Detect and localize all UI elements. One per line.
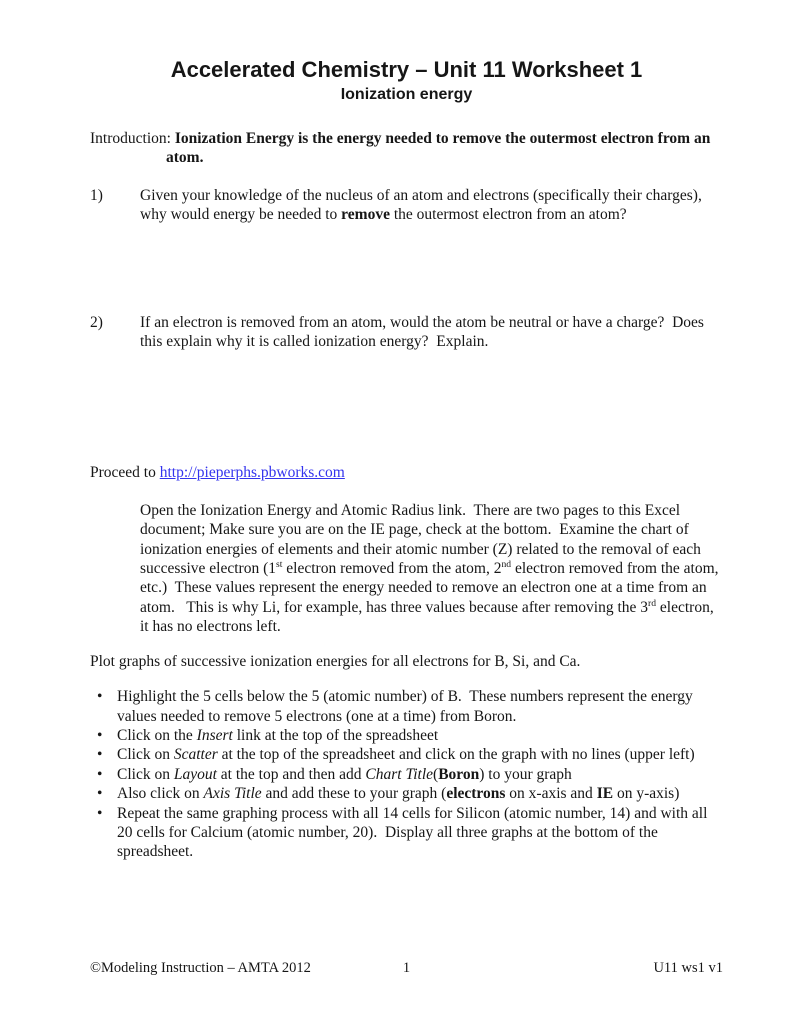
bullet-marker: • <box>97 785 103 803</box>
instructions-paragraph: Open the Ionization Energy and Atomic Radius link. There are two pages to this Excel document; Make sure you are on the IE page, check at the bottom. Examine the chart of ionization energies of elements and their atomic number (Z) related to the removal of each successive electron (1st electron removed from the atom, 2nd electron removed from the atom, etc.) These values represent the energy needed to remove an electron one at a time from an atom. This is why Li, for example, has three values because after removing the 3rd electron, it has no electrons left. <box>140 501 723 636</box>
bullet-item-scatter <box>90 745 723 764</box>
question-1 <box>90 186 723 225</box>
question-2-text: If an electron is removed from an atom, would the atom be neutral or have a charge? Does this explain why it is called ionization energy? Explain. <box>140 313 708 351</box>
bullet-marker: • <box>97 746 103 764</box>
bullet-text: Click on Layout at the top and then add Chart Title(Boron) to your graph <box>117 765 572 783</box>
question-2 <box>90 313 723 352</box>
hyperlink[interactable]: http://pieperphs.pbworks.com <box>159 464 345 482</box>
proceed-line: Proceed to http://pieperphs.pbworks.com <box>90 464 345 482</box>
bullet-text: Highlight the 5 cells below the 5 (atomic number) of B. These numbers represent the energy values needed to remove 5 electrons (one at a time) from Boron. <box>117 688 697 725</box>
plot-graphs-line: Plot graphs of successive ionization energies for all electrons for B, Si, and Ca. <box>90 653 581 671</box>
intro-paragraph: Introduction: Ionization Energy is the energy needed to remove the outermost electron from an atom. <box>90 130 715 167</box>
bullet-marker: • <box>97 765 103 783</box>
bullet-text: Repeat the same graphing process with all 14 cells for Silicon (atomic number, 14) and with all 20 cells for Calcium (atomic number, 20). Display all three graphs at the bottom of the spreadsheet. <box>117 804 712 861</box>
bullet-marker: • <box>97 804 103 822</box>
bullet-list <box>90 687 723 862</box>
bullet-item-layout-chart-title <box>90 765 723 784</box>
footer-copyright: ©Modeling Instruction – AMTA 2012 <box>90 959 311 976</box>
question-1-number: 1) <box>90 186 103 204</box>
bullet-item-repeat-process <box>90 804 723 862</box>
bullet-item-axis-title <box>90 784 723 803</box>
page-title: Accelerated Chemistry – Unit 11 Worksheet 1 <box>170 57 643 82</box>
bullet-text: Click on Scatter at the top of the spreadsheet and click on the graph with no lines (upper left) <box>117 746 695 764</box>
question-2-number: 2) <box>90 313 103 331</box>
page-subtitle: Ionization energy <box>340 86 473 103</box>
bullet-text: Click on the Insert link at the top of the spreadsheet <box>117 726 439 744</box>
bullet-item-insert-link <box>90 726 723 745</box>
bullet-item-highlight-cells <box>90 687 723 726</box>
footer-version: U11 ws1 v1 <box>653 959 723 976</box>
footer-page-number: 1 <box>402 959 411 976</box>
bullet-marker: • <box>97 726 103 744</box>
bullet-marker: • <box>97 688 103 706</box>
bullet-text: Also click on Axis Title and add these to your graph (electrons on x-axis and IE on y-axis) <box>117 785 680 803</box>
question-1-text: Given your knowledge of the nucleus of an atom and electrons (specifically their charges), why would energy be needed to remove the outermost electron from an atom? <box>140 186 706 224</box>
page-footer <box>90 959 723 978</box>
